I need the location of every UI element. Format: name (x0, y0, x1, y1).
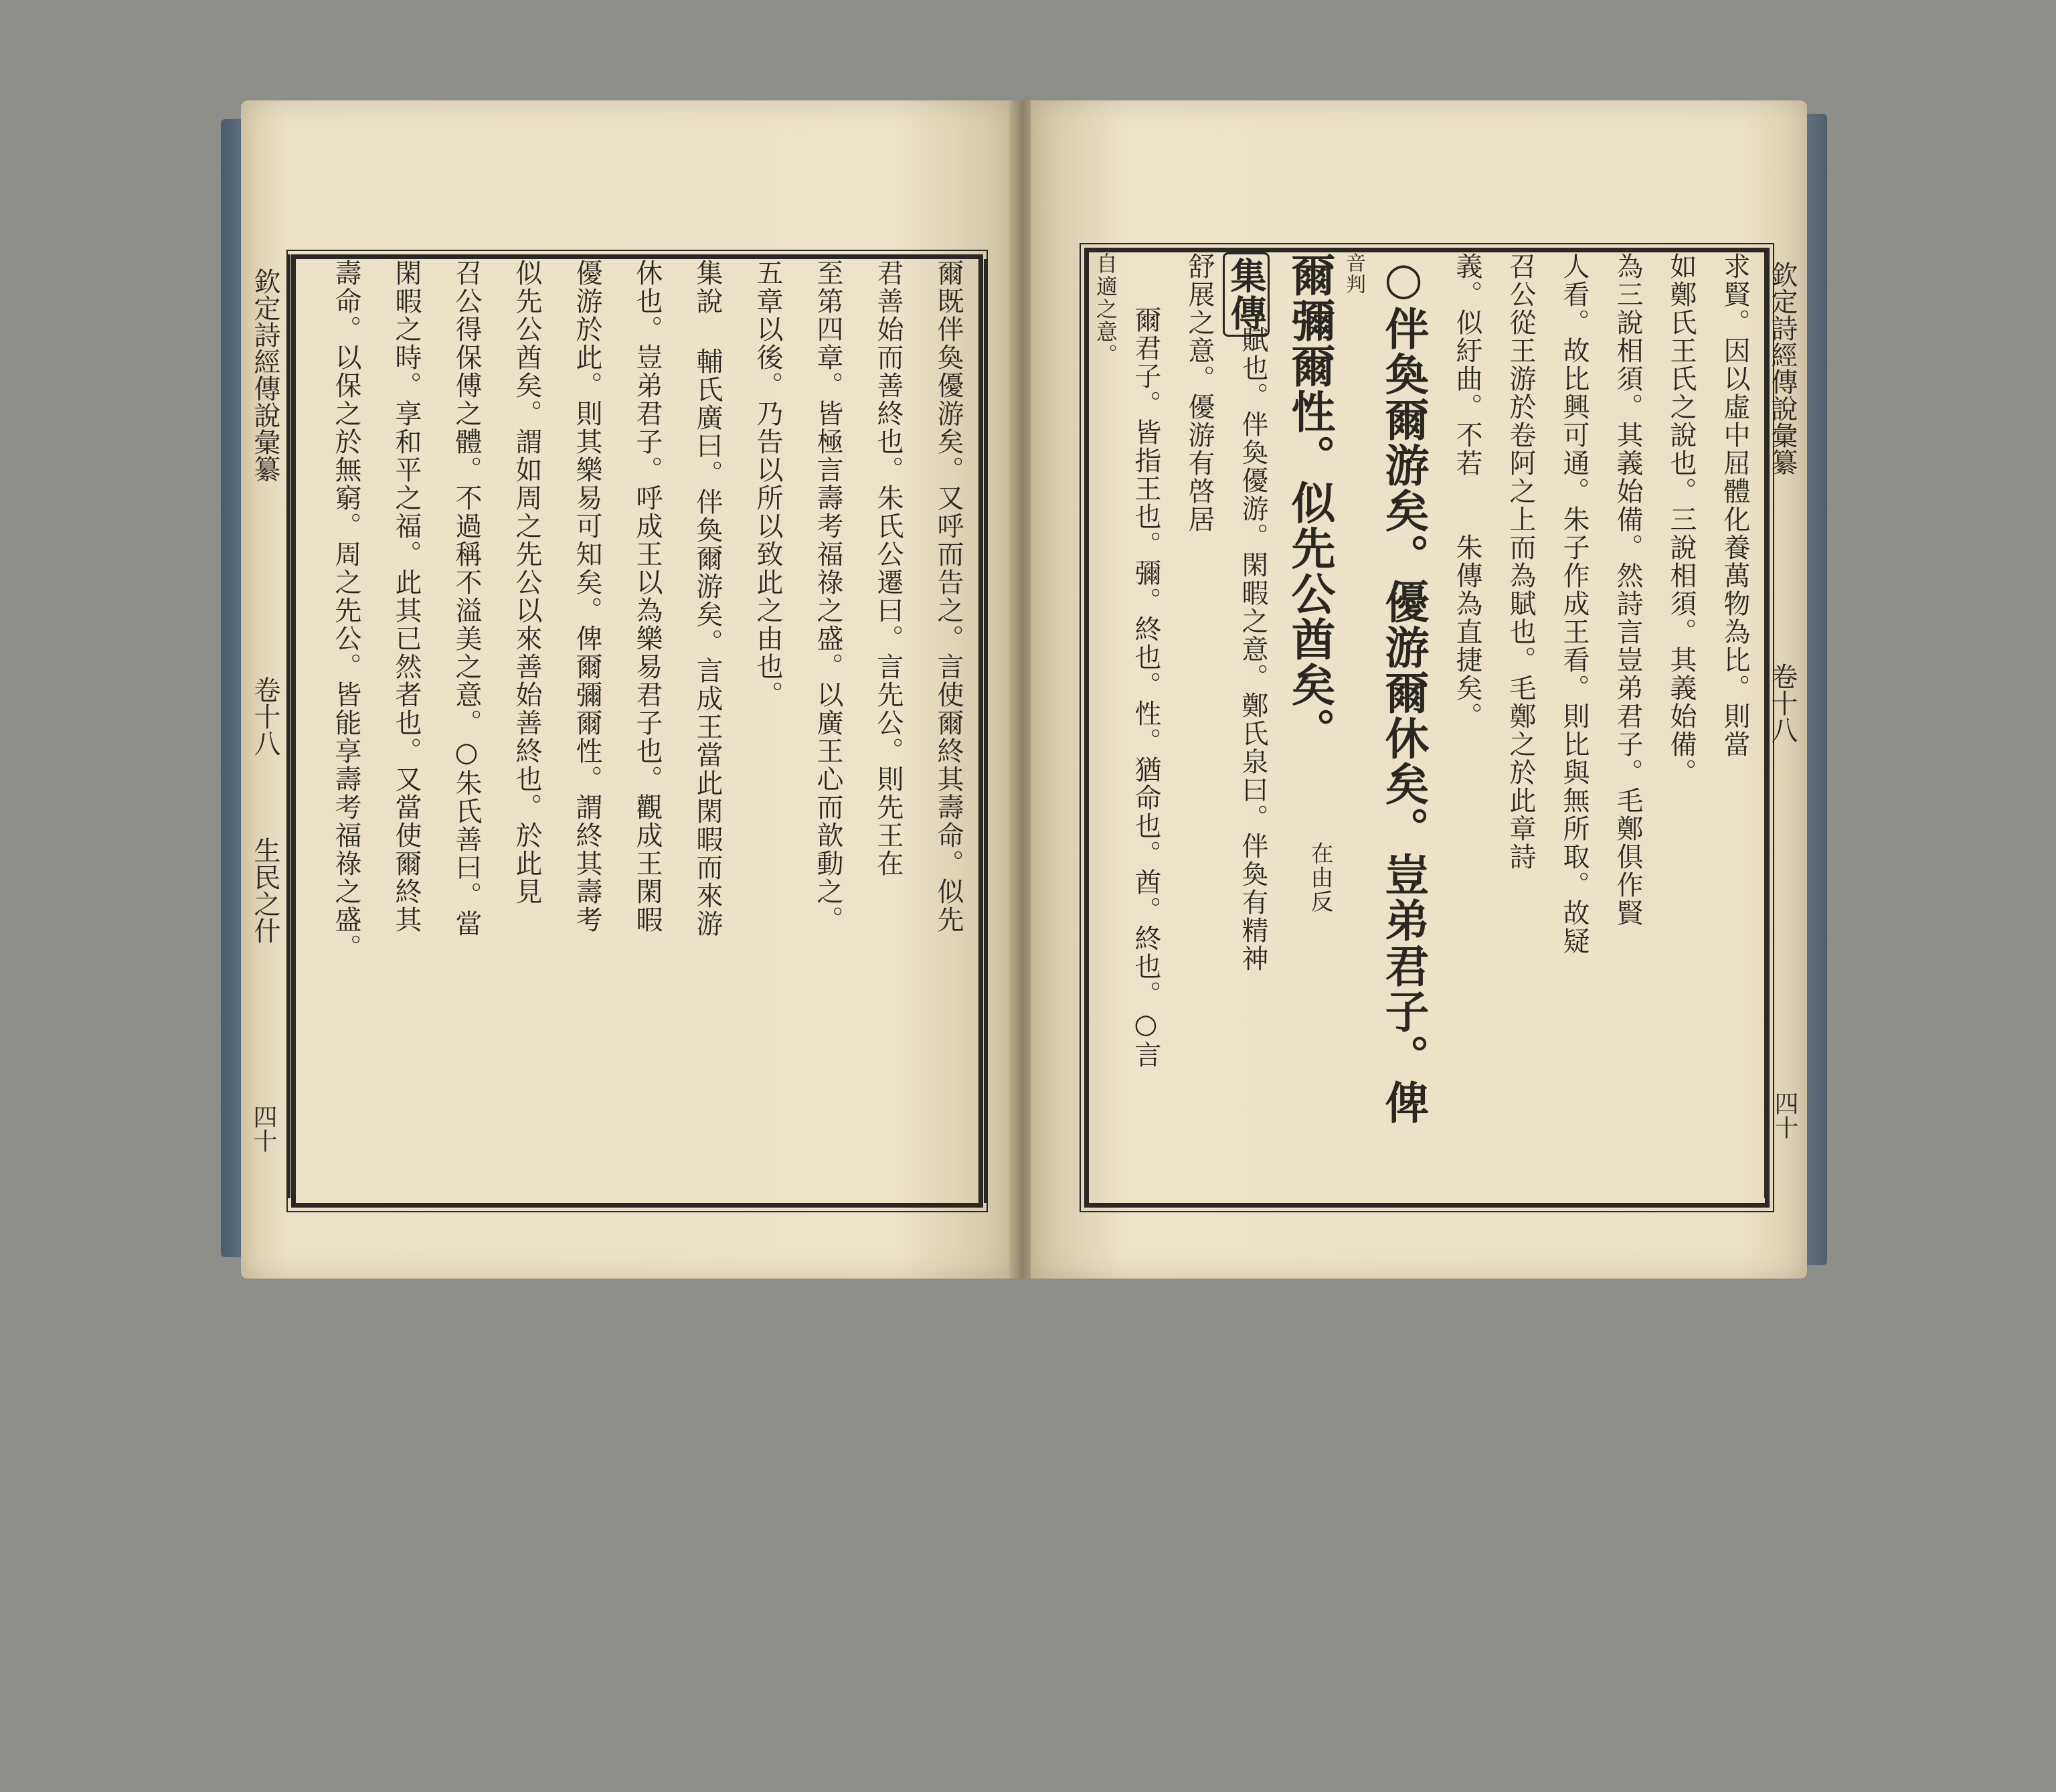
text-column: 義。似紆曲。不若 (1452, 252, 1482, 477)
commentary-column: 賦也。伴奐優游。閑暇之意。鄭氏泉曰。伴奐有精神 (1237, 326, 1268, 973)
margin-section: 生民之什 (250, 837, 280, 944)
margin-rule (984, 259, 987, 1203)
text-column: 似先公酋矣。謂如周之先公以來善始善終也。於此見 (511, 259, 542, 906)
text-column: 爾既伴奐優游矣。又呼而告之。言使爾終其壽命。似先 (933, 259, 964, 934)
margin-band-rule (288, 254, 290, 1198)
margin-volume: 卷十八 (250, 676, 280, 756)
pronunciation-note: 在由反 (1306, 841, 1333, 914)
text-column: 人看。故比興可通。朱子作成王看。則比與無所取。故疑 (1559, 252, 1590, 955)
text-column: 如鄭氏王氏之說也。三說相須。其義始備。 (1666, 252, 1697, 787)
left-text-frame (291, 254, 983, 1208)
text-column: 集說 輔氏廣曰。伴奐爾游矣。言成王當此閑暇而來游 (692, 259, 723, 938)
page-number: 四十 (1771, 1091, 1798, 1139)
right-page (1031, 100, 1807, 1279)
text-column: 朱傳為直捷矣。 (1452, 534, 1482, 730)
text-column: 優游於此。則其樂易可知矣。俾爾彌爾性。謂終其壽考 (572, 259, 602, 934)
main-text-column: 爾彌爾性。似先公酋矣。 (1284, 252, 1336, 753)
jizhuan-tag: 集傳 (1223, 252, 1270, 337)
page-number: 四十 (250, 1105, 277, 1153)
text-column: 為三說相須。其義始備。然詩言豈弟君子。毛鄭俱作賢 (1612, 252, 1643, 927)
left-page (241, 100, 1014, 1279)
text-column: 五章以後。乃告以所以致此之由也。 (752, 259, 783, 709)
pronunciation-note: 音判 (1342, 252, 1365, 295)
margin-title: 欽定詩經傳說彙纂 (1767, 261, 1798, 475)
text-column: 召公得保傅之體。不過稱不溢美之意。○朱氏善曰。當 (451, 259, 482, 938)
text-column: 至第四章。皆極言壽考福祿之盛。以廣王心而歆動之。 (812, 259, 843, 934)
right-text-frame (1084, 248, 1770, 1208)
text-column: 君善始而善終也。朱氏公遷曰。言先公。則先王在 (873, 259, 904, 878)
text-column: 閑暇之時。享和平之福。此其已然者也。又當使爾終其 (391, 259, 422, 934)
margin-volume: 卷十八 (1767, 663, 1798, 743)
open-book (221, 100, 1827, 1279)
commentary-column: 舒展之意。優游有啓居 (1184, 252, 1215, 534)
text-column: 壽命。以保之於無窮。周之先公。皆能享壽考福祿之盛。 (331, 259, 361, 962)
text-column: 休也。豈弟君子。呼成王以為樂易君子也。觀成王閑暇 (632, 259, 663, 934)
commentary-column: 爾君子。皆指王也。彌。終也。性。猶命也。酋。終也。○言 (1130, 306, 1161, 1069)
main-text-column: ○伴奐爾游矣。優游爾休矣。豈弟君子。俾 (1377, 252, 1430, 1125)
text-column: 召公從王游於卷阿之上而為賦也。毛鄭之於此章詩 (1505, 252, 1536, 871)
commentary-column: 自適之意。 (1093, 252, 1118, 366)
margin-title: 欽定詩經傳說彙纂 (250, 268, 280, 482)
text-column: 求賢。因以虛中屈體化養萬物為比。則當 (1719, 252, 1750, 758)
